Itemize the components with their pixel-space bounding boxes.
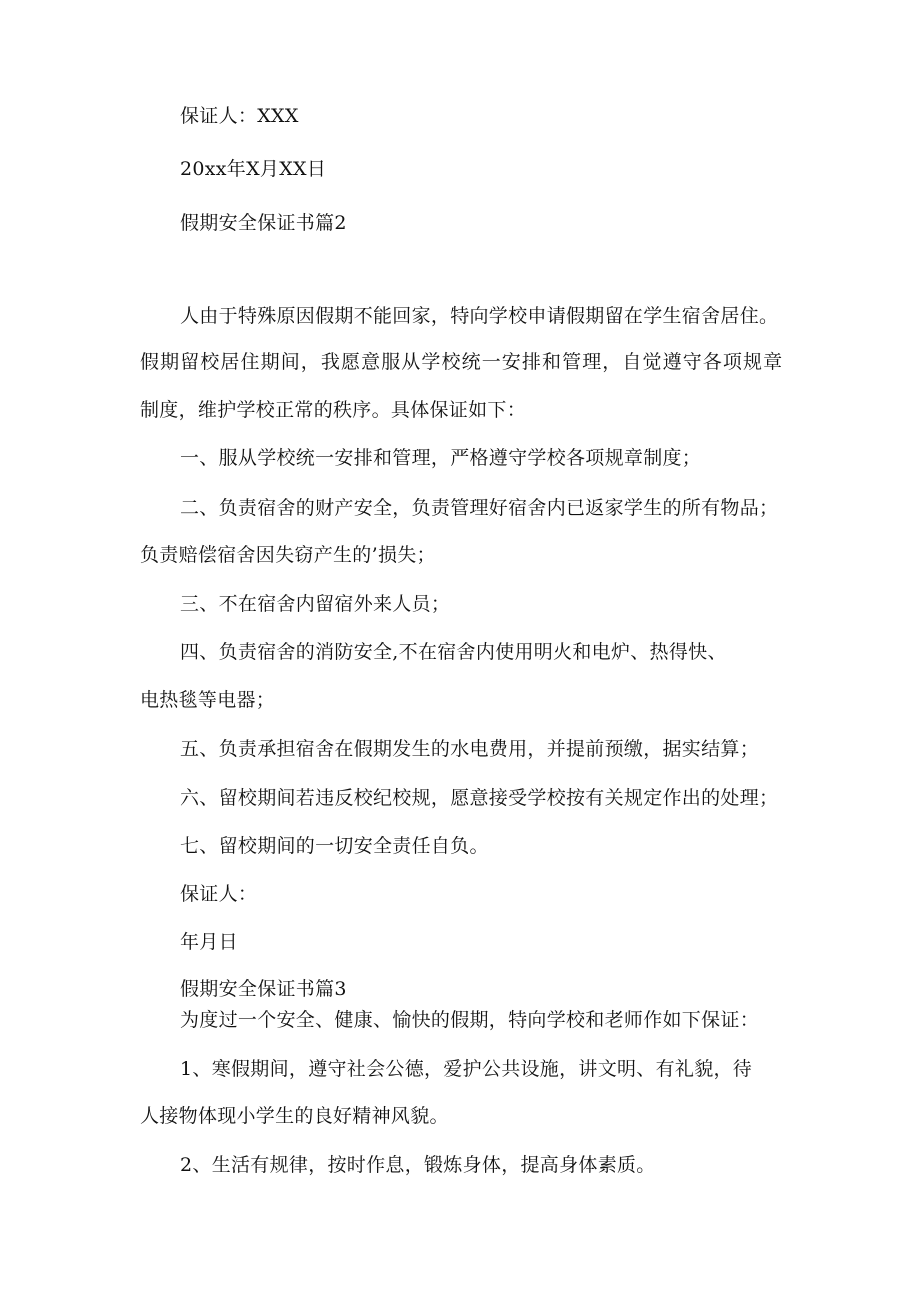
date-line: 年月日 (180, 931, 238, 953)
list-item: 五、负责承担宿舍在假期发生的水电费用，并提前预缴，据实结算； (180, 738, 760, 760)
paragraph-line: 为度过一个安全、健康、愉快的假期，特向学校和老师作如下保证： (180, 1009, 760, 1031)
list-item-continued: 电热毯等电器； (140, 689, 276, 711)
date-line: 20xx年X月XX日 (180, 158, 327, 180)
paragraph-line: 制度，维护学校正常的秩序。具体保证如下： (140, 399, 527, 421)
section-title: 假期安全保证书篇2 (180, 212, 347, 234)
list-item: 2、生活有规律，按时作息，锻炼身体，提高身体素质。 (180, 1154, 656, 1176)
list-item: 七、留校期间的一切安全责任自负。 (180, 835, 489, 857)
list-item: 二、负责宿舍的财产安全，负责管理好宿舍内已返家学生的所有物品； (180, 497, 779, 519)
list-item-continued: 人接物体现小学生的良好精神风貌。 (140, 1105, 449, 1127)
paragraph-line: 人由于特殊原因假期不能回家，特向学校申请假期留在学生宿舍居住。 (180, 305, 779, 327)
section-title: 假期安全保证书篇3 (180, 978, 347, 1000)
list-item: 六、留校期间若违反校纪校规，愿意接受学校按有关规定作出的处理； (180, 787, 779, 809)
guarantor-line: 保证人： (180, 883, 258, 905)
list-item: 三、不在宿舍内留宿外来人员； (180, 593, 451, 615)
list-item: 一、服从学校统一安排和管理，严格遵守学校各项规章制度； (180, 447, 702, 469)
paragraph-line: 假期留校居住期间，我愿意服从学校统一安排和管理，自觉遵守各项规章 (140, 351, 784, 373)
list-item: 四、负责宿舍的消防安全,不在宿舍内使用明火和电炉、热得快、 (180, 641, 727, 663)
guarantor-line: 保证人：XXX (180, 105, 299, 127)
list-item-continued: 负责赔偿宿舍因失窃产生的’损失； (140, 544, 436, 566)
list-item: 1、寒假期间，遵守社会公德，爱护公共设施，讲文明、有礼貌，待 (180, 1058, 753, 1080)
